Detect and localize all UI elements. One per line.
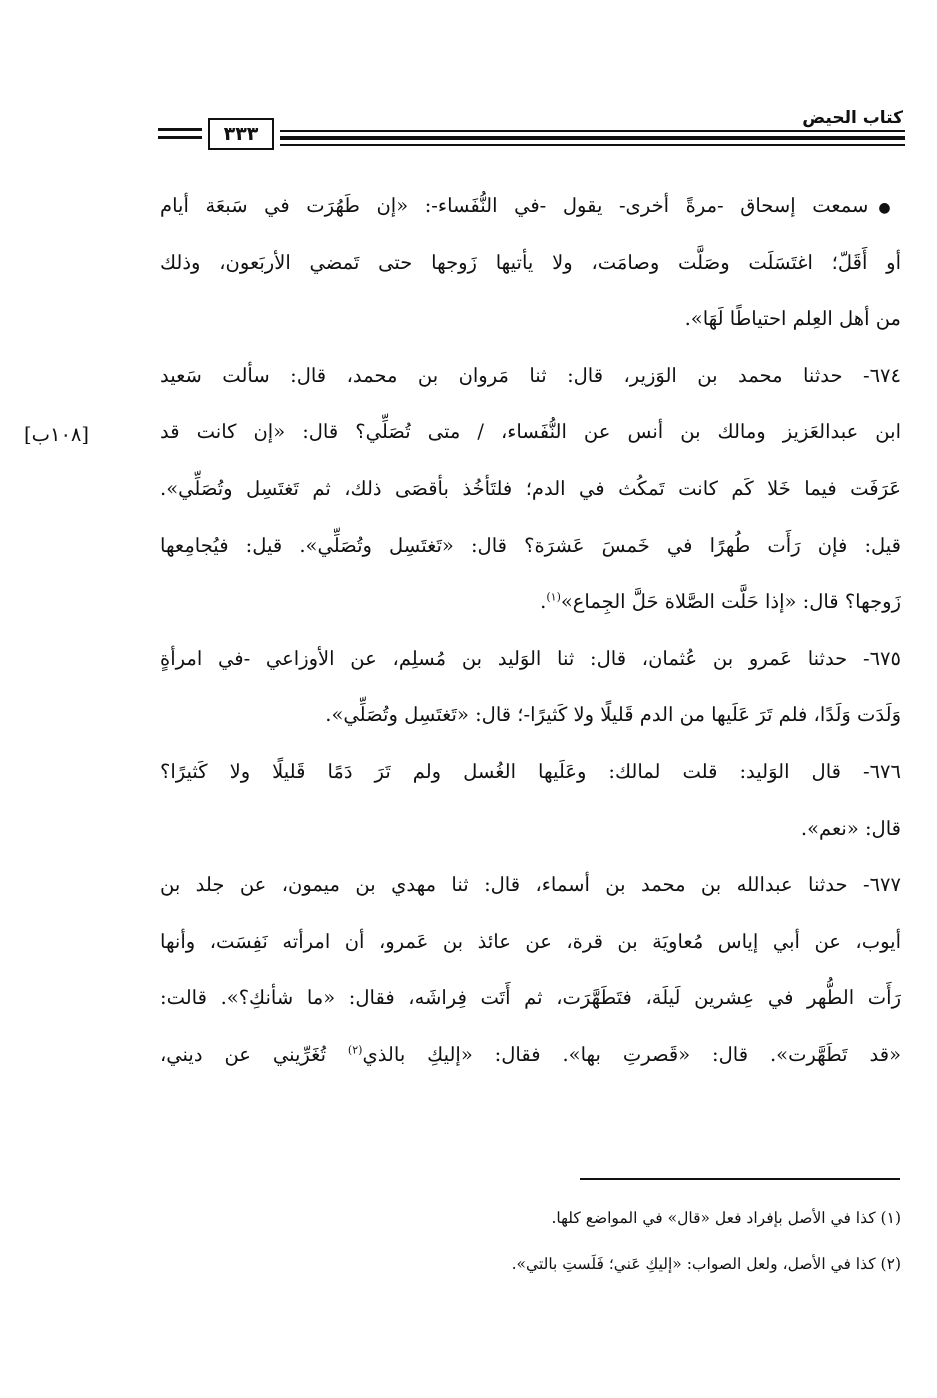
footnote-1: (١) كذا في الأصل بإفراد فعل «قال» في المواضع كلها. bbox=[551, 1209, 901, 1227]
text-line: قال: «نعم». bbox=[800, 816, 901, 840]
footnote-ref-1: (١) bbox=[546, 590, 561, 604]
text-line: أيوب، عن أبي إياس مُعاويَة بن قرة، عن عائذ بن عَمرو، أن امرأته نَفِسَت، وأنها bbox=[160, 929, 901, 953]
footnote-2: (٢) كذا في الأصل، ولعل الصواب: «إليكِ عَني؛ فَلَستِ بالتي». bbox=[511, 1255, 901, 1273]
header-rule-right-under bbox=[280, 144, 905, 146]
header-rule-left-top bbox=[158, 128, 202, 131]
main-text bbox=[160, 178, 901, 1084]
footnote-separator bbox=[580, 1178, 900, 1180]
hadith-674-line: ٦٧٤- حدثنا محمد بن الوَزير، قال: ثنا مَروان بن محمد، قال: سألت سَعيد bbox=[160, 363, 901, 387]
text-line: عَرَفَت فيما خَلا كَم كانت تَمكُث في الدم؛ فلتَأخُذ بأقصَى ذلك، ثم تَغتَسِل وتُصَلِّي». bbox=[160, 476, 901, 500]
page-number: ٣٣٣ bbox=[208, 118, 274, 150]
text-line: «قد تَطَهَّرت». قال: «قَصرتِ بها». فقال: «إليكِ بالذي$^{(٢)}$ تُغَرِّيني عن ديني، bbox=[160, 1042, 901, 1066]
hadith-676-line: ٦٧٦- قال الوَليد: قلت لمالك: وعَلَيها الغُسل ولم تَرَ دَمًا قَليلًا ولا كَثيرًا؟ bbox=[160, 759, 901, 783]
header-rule-right-thick bbox=[280, 136, 905, 140]
margin-folio-note: [١٠٨ب] bbox=[24, 423, 89, 446]
page-header bbox=[0, 100, 937, 160]
book-title: كتاب الحيض bbox=[802, 108, 903, 128]
text-line: قيل: فإن رَأَت طُهرًا في خَمسَ عَشرَة؟ قال: «تَغتَسِل وتُصَلِّي». قيل: فيُجامِعها bbox=[160, 533, 901, 557]
text-line: ●سمعت إسحاق -مرةً أخرى- يقول -في النُّفَساء-: «إن طَهُرَت في سَبعَة أيام bbox=[160, 194, 901, 217]
footnote-ref-2: (٢) bbox=[347, 1043, 363, 1057]
header-rule-left-bottom bbox=[158, 136, 202, 139]
text-line: أو أَقَلّ؛ اغتَسَلَت وصَلَّت وصامَت، ولا يأتيها زَوجها حتى تَمضي الأربَعون، وذلك bbox=[160, 250, 901, 274]
text-line: رَأَت الطُّهر في عِشرين لَيلَة، فتَطَهَّرَت، ثم أَتَت فِراشَه، فقال: «ما شأنكِ؟». قالت: bbox=[160, 986, 901, 1010]
footnotes bbox=[512, 1195, 901, 1287]
text-line: زَوجها؟ قال: «إذا حَلَّت الصَّلاة حَلَّ الجِماع»$^{(١)}$. bbox=[540, 590, 901, 614]
text-line: وَلَدَت وَلَدًا، فلم تَرَ عَلَيها من الدم قَليلًا ولا كَثيرًا-؛ قال: «تَغتَسِل وتُصَلِّي». bbox=[325, 703, 901, 727]
header-rule-right-thin bbox=[280, 130, 905, 132]
bullet-icon: ● bbox=[878, 200, 901, 216]
hadith-675-line: ٦٧٥- حدثنا عَمرو بن عُثمان، قال: ثنا الوَليد بن مُسلِم، عن الأوزاعي -في امرأةٍ bbox=[160, 646, 901, 670]
hadith-677-line: ٦٧٧- حدثنا عبدالله بن محمد بن أسماء، قال: ثنا مهدي بن ميمون، عن جلد بن bbox=[160, 873, 901, 897]
text-line: ابن عبدالعَزيز ومالك بن أنس عن النُّفَساء، / متى تُصَلِّي؟ قال: «إن كانت قد bbox=[160, 420, 901, 444]
text-line: من أهل العِلم احتياطًا لَهَا». bbox=[684, 307, 901, 331]
